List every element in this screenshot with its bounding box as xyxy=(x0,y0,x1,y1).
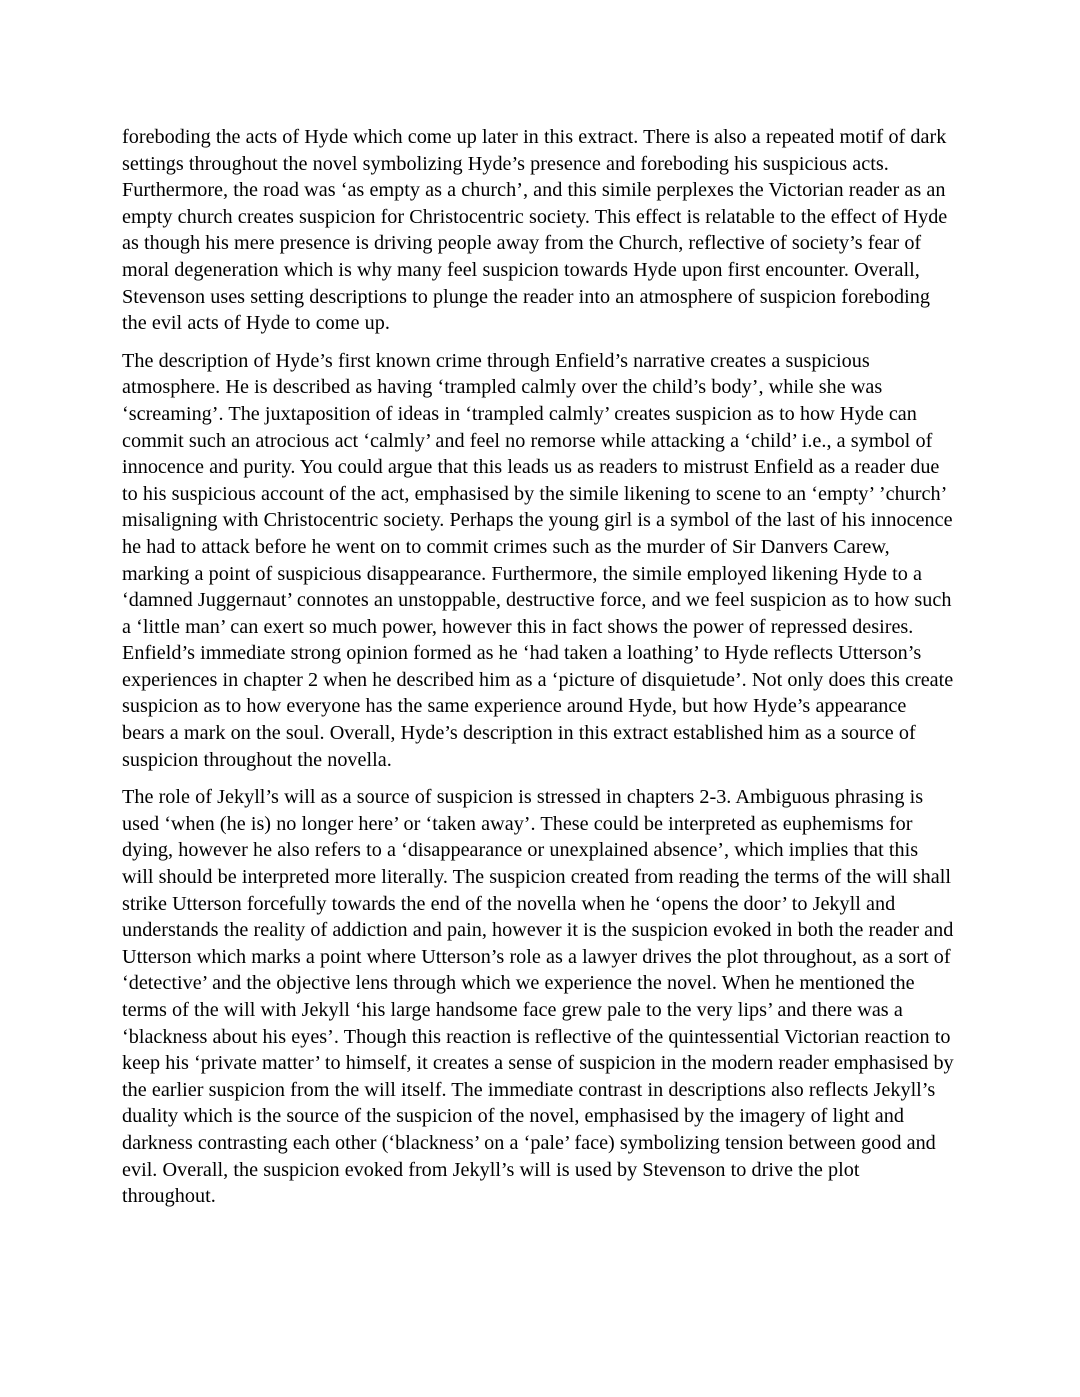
document-body xyxy=(122,124,954,1210)
paragraph-jekylls-will: The role of Jekyll’s will as a source of suspicion is stressed in chapters 2-3. Ambiguous phrasing is used ‘when (he is) no longer here’ or ‘taken away’. These could be interpreted as euphemisms for dying, however he also refers to a ‘disappearance or unexplained absence’, which implies that this will should be interpreted more literally. The suspicion created from reading the terms of the will shall strike Utterson forcefully towards the end of the novella when he ‘opens the door’ to Jekyll and understands the reality of addiction and pain, however it is the suspicion evoked in both the reader and Utterson which marks a point where Utterson’s role as a lawyer drives the plot throughout, as a sort of ‘detective’ and the objective lens through which we experience the novel. When he mentioned the terms of the will with Jekyll ‘his large handsome face grew pale to the very lips’ and there was a ‘blackness about his eyes’. Though this reaction is reflective of the quintessential Victorian reaction to keep his ‘private matter’ to himself, it creates a sense of suspicion in the modern reader emphasised by the earlier suspicion from the will itself. The immediate contrast in descriptions also reflects Jekyll’s duality which is the source of the suspicion of the novel, emphasised by the imagery of light and darkness contrasting each other (‘blackness’ on a ‘pale’ face) symbolizing tension between good and evil. Overall, the suspicion evoked from Jekyll’s will is used by Stevenson to drive the plot throughout. xyxy=(122,786,954,1208)
paragraph-hyde-first-crime: The description of Hyde’s first known crime through Enfield’s narrative creates a suspicious atmosphere. He is described as having ‘trampled calmly over the child’s body’, while she was ‘screaming’. The juxtaposition of ideas in ‘trampled calmly’ creates suspicion as to how Hyde can commit such an atrocious act ‘calmly’ and feel no remorse while attacking a ‘child’ i.e., a symbol of innocence and purity. You could argue that this leads us as readers to mistrust Enfield as a reader due to his suspicious account of the act, emphasised by the simile likening to scene to an ‘empty’ ’church’ misaligning with Christocentric society. Perhaps the young girl is a symbol of the last of his innocence he had to attack before he went on to commit crimes such as the murder of Sir Danvers Carew, marking a point of suspicious disappearance. Furthermore, the simile employed likening Hyde to a ‘damned Juggernaut’ connotes an unstoppable, destructive force, and we feel suspicion as to how such a ‘little man’ can exert so much power, however this in fact shows the power of repressed desires. Enfield’s immediate strong opinion formed as he ‘had taken a loathing’ to Hyde reflects Utterson’s experiences in chapter 2 when he described him as a ‘picture of disquietude’. Not only does this create suspicion as to how everyone has the same experience around Hyde, but how Hyde’s appearance bears a mark on the soul. Overall, Hyde’s description in this extract established him as a source of suspicion throughout the novella. xyxy=(122,349,954,771)
paragraph-setting-descriptions: foreboding the acts of Hyde which come up later in this extract. There is also a repeated motif of dark settings throughout the novel symbolizing Hyde’s presence and foreboding his suspicious acts. Furthermore, the road was ‘as empty as a church’, and this simile perplexes the Victorian reader as an empty church creates suspicion for Christocentric society. This effect is relatable to the effect of Hyde as though his mere presence is driving people away from the Church, reflective of society’s fear of moral degeneration which is why many feel suspicion towards Hyde upon first encounter. Overall, Stevenson uses setting descriptions to plunge the reader into an atmosphere of suspicion foreboding the evil acts of Hyde to come up. xyxy=(122,126,948,335)
